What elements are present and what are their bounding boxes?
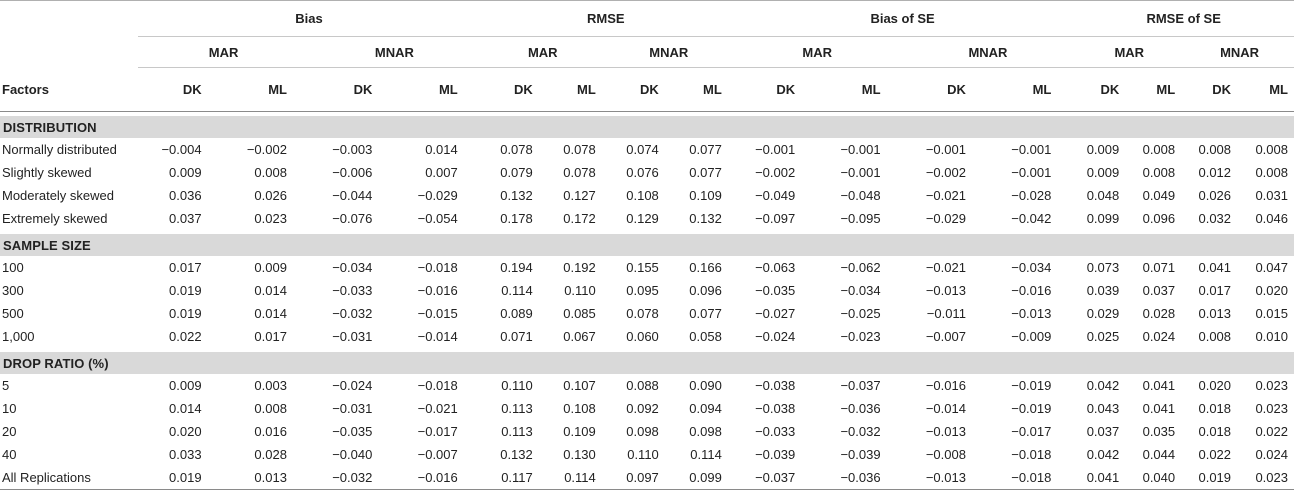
- table-cell: 0.020: [1198, 378, 1232, 393]
- mechanism-header: MAR: [138, 37, 309, 68]
- table-cell: 0.130: [563, 447, 596, 462]
- table-cell: −0.032: [332, 306, 373, 321]
- table-cell: 0.098: [689, 424, 722, 439]
- table-cell: 0.043: [1086, 401, 1120, 416]
- section-title: DISTRIBUTION: [0, 116, 1294, 138]
- table-cell: 0.107: [563, 378, 596, 393]
- row-label: 40: [2, 447, 17, 462]
- table-cell: 0.089: [500, 306, 533, 321]
- table-cell: 0.008: [1198, 142, 1232, 157]
- section-header-row: [0, 234, 1294, 256]
- table-cell: −0.013: [925, 283, 966, 298]
- table-row: [0, 397, 1294, 420]
- table-cell: 0.074: [626, 142, 659, 157]
- table-cell: 0.009: [1086, 142, 1120, 157]
- table-cell: 0.046: [1255, 211, 1288, 226]
- table-cell: 0.014: [254, 306, 287, 321]
- group-header-row: [0, 1, 1294, 37]
- table-cell: 0.109: [563, 424, 596, 439]
- table-cell: −0.014: [417, 329, 458, 344]
- method-header: ML: [988, 68, 1073, 112]
- table-cell: 0.037: [169, 211, 202, 226]
- table-cell: −0.001: [925, 142, 966, 157]
- table-cell: 0.017: [1198, 283, 1232, 298]
- table-cell: −0.006: [332, 165, 373, 180]
- table-cell: 0.078: [563, 142, 596, 157]
- table-cell: 0.028: [254, 447, 287, 462]
- table-cell: 0.013: [224, 466, 309, 490]
- table-cell: −0.048: [840, 188, 881, 203]
- method-header: ML: [1129, 68, 1185, 112]
- group-header-rmse: RMSE: [480, 1, 732, 37]
- table-cell: −0.019: [1011, 378, 1052, 393]
- table-cell: 0.022: [1255, 424, 1288, 439]
- method-header: DK: [1185, 68, 1241, 112]
- table-cell: 0.020: [169, 424, 202, 439]
- table-cell: 0.022: [169, 329, 202, 344]
- section-header-row: [0, 116, 1294, 138]
- factors-header: Factors: [0, 68, 138, 112]
- table-cell: 0.088: [626, 378, 659, 393]
- row-label: 20: [2, 424, 17, 439]
- table-cell: 0.078: [500, 142, 533, 157]
- table-cell: −0.076: [332, 211, 373, 226]
- table-cell: −0.040: [332, 447, 373, 462]
- table-cell: 0.008: [1142, 165, 1176, 180]
- table-cell: −0.033: [755, 424, 796, 439]
- table-cell: 0.019: [138, 466, 223, 490]
- table-cell: 0.017: [169, 260, 202, 275]
- table-cell: 0.109: [689, 188, 722, 203]
- method-header: DK: [732, 68, 817, 112]
- table-cell: 0.042: [1086, 378, 1120, 393]
- table-cell: 0.078: [626, 306, 659, 321]
- table-cell: 0.041: [1142, 378, 1176, 393]
- table-cell: −0.001: [840, 165, 881, 180]
- table-cell: −0.023: [840, 329, 881, 344]
- method-header: ML: [543, 68, 606, 112]
- table-cell: −0.028: [1011, 188, 1052, 203]
- table-cell: −0.024: [755, 329, 796, 344]
- table-cell: 0.079: [500, 165, 533, 180]
- row-label: Normally distributed: [2, 142, 117, 157]
- table-cell: −0.049: [755, 188, 796, 203]
- table-cell: −0.011: [926, 306, 966, 321]
- method-header: DK: [480, 68, 543, 112]
- table-cell: 0.172: [563, 211, 596, 226]
- table-cell: 0.018: [1198, 401, 1232, 416]
- table-cell: 0.077: [689, 306, 722, 321]
- table-cell: 0.008: [254, 165, 287, 180]
- section-title: SAMPLE SIZE: [0, 234, 1294, 256]
- table-cell: 0.178: [500, 211, 533, 226]
- table-cell: 0.090: [689, 378, 722, 393]
- table-cell: 0.015: [1255, 306, 1288, 321]
- table-cell: −0.009: [1011, 329, 1052, 344]
- row-label: 5: [2, 378, 10, 393]
- table-cell: 0.008: [1198, 329, 1232, 344]
- table-cell: −0.002: [925, 165, 966, 180]
- table-cell: 0.010: [1255, 329, 1288, 344]
- table-cell: 0.023: [1255, 401, 1288, 416]
- table-cell: 0.044: [1142, 447, 1176, 462]
- table-cell: 0.076: [626, 165, 659, 180]
- mechanism-header: MNAR: [309, 37, 480, 68]
- table-cell: 0.094: [689, 401, 722, 416]
- table-cell: 0.008: [254, 401, 287, 416]
- table-cell: 0.042: [1086, 447, 1120, 462]
- table-cell: 0.071: [1142, 260, 1176, 275]
- table-cell: −0.017: [1011, 424, 1052, 439]
- table-cell: −0.035: [332, 424, 373, 439]
- table-cell: 0.019: [1185, 466, 1241, 490]
- row-label: Moderately skewed: [2, 188, 114, 203]
- table-cell: 0.026: [1198, 188, 1232, 203]
- row-label: All Replications: [0, 466, 138, 490]
- table-cell: 0.155: [626, 260, 659, 275]
- table-cell: −0.008: [925, 447, 966, 462]
- mechanism-header: MNAR: [606, 37, 732, 68]
- table-cell: 0.012: [1198, 165, 1232, 180]
- table-cell: 0.117: [480, 466, 543, 490]
- table-row: [0, 279, 1294, 302]
- table-cell: −0.029: [417, 188, 458, 203]
- table-cell: 0.110: [627, 447, 659, 462]
- table-cell: −0.039: [840, 447, 881, 462]
- table-cell: −0.007: [925, 329, 966, 344]
- table-cell: 0.092: [626, 401, 659, 416]
- method-header: DK: [1073, 68, 1129, 112]
- table-cell: −0.027: [755, 306, 796, 321]
- table-cell: −0.036: [817, 466, 902, 490]
- table-cell: 0.008: [1142, 142, 1176, 157]
- mechanism-header: MAR: [732, 37, 903, 68]
- row-label: 100: [2, 260, 24, 275]
- table-cell: 0.018: [1198, 424, 1232, 439]
- table-cell: −0.029: [925, 211, 966, 226]
- method-header: ML: [224, 68, 309, 112]
- table-cell: 0.041: [1073, 466, 1129, 490]
- table-row: [0, 184, 1294, 207]
- table-cell: 0.071: [500, 329, 533, 344]
- table-cell: −0.037: [840, 378, 881, 393]
- table-cell: 0.097: [606, 466, 669, 490]
- table-cell: 0.067: [563, 329, 596, 344]
- row-label: 10: [2, 401, 17, 416]
- section-title: DROP RATIO (%): [0, 352, 1294, 374]
- table-cell: −0.032: [309, 466, 394, 490]
- table-cell: 0.009: [169, 378, 202, 393]
- table-cell: −0.016: [394, 466, 479, 490]
- row-label: 500: [2, 306, 24, 321]
- table-cell: 0.099: [669, 466, 732, 490]
- section-header-row: [0, 352, 1294, 374]
- table-cell: 0.040: [1129, 466, 1185, 490]
- table-cell: 0.166: [689, 260, 722, 275]
- table-cell: 0.023: [254, 211, 287, 226]
- method-header: DK: [903, 68, 988, 112]
- table-cell: 0.058: [689, 329, 722, 344]
- table-cell: −0.002: [246, 142, 287, 157]
- table-cell: 0.035: [1142, 424, 1176, 439]
- table-cell: 0.113: [501, 424, 533, 439]
- table-cell: 0.096: [689, 283, 722, 298]
- table-cell: 0.060: [626, 329, 659, 344]
- table-row: [0, 443, 1294, 466]
- mechanism-header: MAR: [480, 37, 606, 68]
- table-cell: 0.032: [1198, 211, 1232, 226]
- table-cell: −0.034: [1011, 260, 1052, 275]
- table-cell: −0.013: [925, 424, 966, 439]
- table-cell: −0.021: [417, 401, 458, 416]
- table-cell: −0.014: [925, 401, 966, 416]
- table-cell: 0.019: [169, 283, 202, 298]
- table-cell: 0.132: [500, 447, 533, 462]
- table-cell: 0.037: [1086, 424, 1120, 439]
- table-cell: 0.008: [1255, 165, 1288, 180]
- table-cell: 0.041: [1142, 401, 1176, 416]
- method-header: DK: [309, 68, 394, 112]
- table-cell: −0.063: [755, 260, 796, 275]
- table-cell: 0.099: [1086, 211, 1120, 226]
- table-cell: −0.039: [755, 447, 796, 462]
- table-cell: 0.096: [1142, 211, 1176, 226]
- table-cell: 0.022: [1198, 447, 1232, 462]
- table-cell: 0.007: [425, 165, 458, 180]
- table-cell: 0.019: [169, 306, 202, 321]
- method-header: DK: [606, 68, 669, 112]
- table-row: [0, 256, 1294, 279]
- table-cell: 0.192: [563, 260, 596, 275]
- table-row: [0, 374, 1294, 397]
- table-cell: 0.033: [169, 447, 202, 462]
- table-cell: 0.132: [500, 188, 533, 203]
- table-cell: −0.025: [840, 306, 881, 321]
- table-header: [0, 1, 1294, 112]
- table-cell: 0.127: [563, 188, 596, 203]
- table-cell: 0.077: [689, 165, 722, 180]
- table-cell: 0.114: [543, 466, 606, 490]
- table-cell: −0.035: [755, 283, 796, 298]
- table-cell: 0.041: [1198, 260, 1232, 275]
- method-header-row: [0, 68, 1294, 112]
- table-cell: 0.132: [689, 211, 722, 226]
- table-cell: 0.026: [254, 188, 287, 203]
- table-cell: 0.023: [1255, 378, 1288, 393]
- row-label: 300: [2, 283, 24, 298]
- table-cell: 0.095: [626, 283, 659, 298]
- method-header: ML: [1241, 68, 1294, 112]
- table-cell: −0.018: [1011, 447, 1052, 462]
- group-header-rmse-of-se: RMSE of SE: [1073, 1, 1294, 37]
- table-cell: −0.017: [417, 424, 458, 439]
- method-header: ML: [817, 68, 902, 112]
- table-cell: 0.009: [254, 260, 287, 275]
- table-cell: −0.001: [840, 142, 881, 157]
- table-cell: −0.004: [161, 142, 202, 157]
- table-cell: −0.032: [840, 424, 881, 439]
- table-cell: 0.003: [254, 378, 287, 393]
- table-body: [0, 112, 1294, 490]
- table-cell: 0.108: [626, 188, 659, 203]
- table-cell: 0.114: [690, 447, 722, 462]
- table-cell: 0.077: [689, 142, 722, 157]
- table-cell: 0.129: [626, 211, 659, 226]
- table-cell: 0.025: [1086, 329, 1120, 344]
- table-cell: 0.014: [254, 283, 287, 298]
- table-cell: 0.031: [1255, 188, 1288, 203]
- table-cell: 0.047: [1255, 260, 1288, 275]
- mechanism-header-row: [0, 37, 1294, 68]
- table-cell: 0.013: [1198, 306, 1232, 321]
- table-row: [0, 420, 1294, 443]
- table-cell: −0.037: [732, 466, 817, 490]
- table-cell: −0.044: [332, 188, 373, 203]
- table-cell: 0.098: [626, 424, 659, 439]
- mechanism-header: MNAR: [1185, 37, 1294, 68]
- table-row: [0, 161, 1294, 184]
- table-cell: 0.009: [1086, 165, 1120, 180]
- mechanism-header: MAR: [1073, 37, 1185, 68]
- table-cell: −0.038: [755, 378, 796, 393]
- table-row: [0, 325, 1294, 348]
- table-cell: 0.049: [1142, 188, 1176, 203]
- table-cell: −0.034: [840, 283, 881, 298]
- table-cell: 0.194: [500, 260, 533, 275]
- table-cell: −0.016: [925, 378, 966, 393]
- table-cell: 0.048: [1086, 188, 1120, 203]
- table-row: [0, 138, 1294, 161]
- table-cell: −0.002: [755, 165, 796, 180]
- mechanism-header: MNAR: [903, 37, 1074, 68]
- table-cell: −0.018: [988, 466, 1073, 490]
- table-cell: −0.038: [755, 401, 796, 416]
- method-header: DK: [138, 68, 223, 112]
- table-cell: −0.021: [925, 188, 966, 203]
- table-cell: −0.001: [1011, 165, 1052, 180]
- table-cell: 0.009: [169, 165, 202, 180]
- table-cell: −0.007: [417, 447, 458, 462]
- table-cell: 0.014: [425, 142, 458, 157]
- table-cell: 0.037: [1142, 283, 1176, 298]
- table-cell: −0.021: [925, 260, 966, 275]
- table-cell: −0.042: [1011, 211, 1052, 226]
- table-cell: −0.019: [1011, 401, 1052, 416]
- table-cell: 0.024: [1142, 329, 1176, 344]
- table-cell: −0.054: [417, 211, 458, 226]
- table-cell: −0.031: [332, 401, 373, 416]
- table-cell: −0.033: [332, 283, 373, 298]
- table-cell: 0.014: [169, 401, 202, 416]
- table-cell: 0.108: [563, 401, 596, 416]
- table-cell: −0.015: [417, 306, 458, 321]
- table-cell: 0.114: [501, 283, 533, 298]
- table-cell: 0.023: [1241, 466, 1294, 490]
- table-cell: −0.062: [840, 260, 881, 275]
- table-cell: 0.024: [1255, 447, 1288, 462]
- table-cell: −0.013: [1011, 306, 1052, 321]
- table-cell: −0.001: [755, 142, 796, 157]
- table-row: [0, 302, 1294, 325]
- row-label: Slightly skewed: [2, 165, 92, 180]
- table-cell: −0.003: [332, 142, 373, 157]
- table-cell: −0.034: [332, 260, 373, 275]
- method-header: ML: [394, 68, 479, 112]
- table-cell: −0.036: [840, 401, 881, 416]
- table-cell: −0.016: [1011, 283, 1052, 298]
- group-header-bias-of-se: Bias of SE: [732, 1, 1074, 37]
- table-cell: 0.110: [501, 378, 533, 393]
- row-label: 1,000: [2, 329, 35, 344]
- method-header: ML: [669, 68, 732, 112]
- table-cell: 0.036: [169, 188, 202, 203]
- table-cell: −0.013: [903, 466, 988, 490]
- table-cell: 0.110: [564, 283, 596, 298]
- table-cell: −0.095: [840, 211, 881, 226]
- table-cell: 0.085: [563, 306, 596, 321]
- table-cell: 0.029: [1086, 306, 1120, 321]
- table-row: [0, 207, 1294, 230]
- table-cell: 0.078: [563, 165, 596, 180]
- table-cell: −0.001: [1011, 142, 1052, 157]
- table-cell: 0.008: [1255, 142, 1288, 157]
- row-label: Extremely skewed: [2, 211, 108, 226]
- table-cell: 0.113: [501, 401, 533, 416]
- table-cell: 0.039: [1086, 283, 1120, 298]
- table-cell: 0.017: [254, 329, 287, 344]
- table-cell: −0.031: [332, 329, 373, 344]
- group-header-bias: Bias: [138, 1, 480, 37]
- table-cell: −0.097: [755, 211, 796, 226]
- table-cell: −0.018: [417, 260, 458, 275]
- table-cell: 0.073: [1086, 260, 1120, 275]
- table-cell: 0.028: [1142, 306, 1176, 321]
- total-row: [0, 466, 1294, 490]
- table-cell: 0.016: [254, 424, 287, 439]
- table-cell: −0.018: [417, 378, 458, 393]
- table-cell: 0.020: [1255, 283, 1288, 298]
- table-cell: −0.016: [417, 283, 458, 298]
- table-cell: −0.024: [332, 378, 373, 393]
